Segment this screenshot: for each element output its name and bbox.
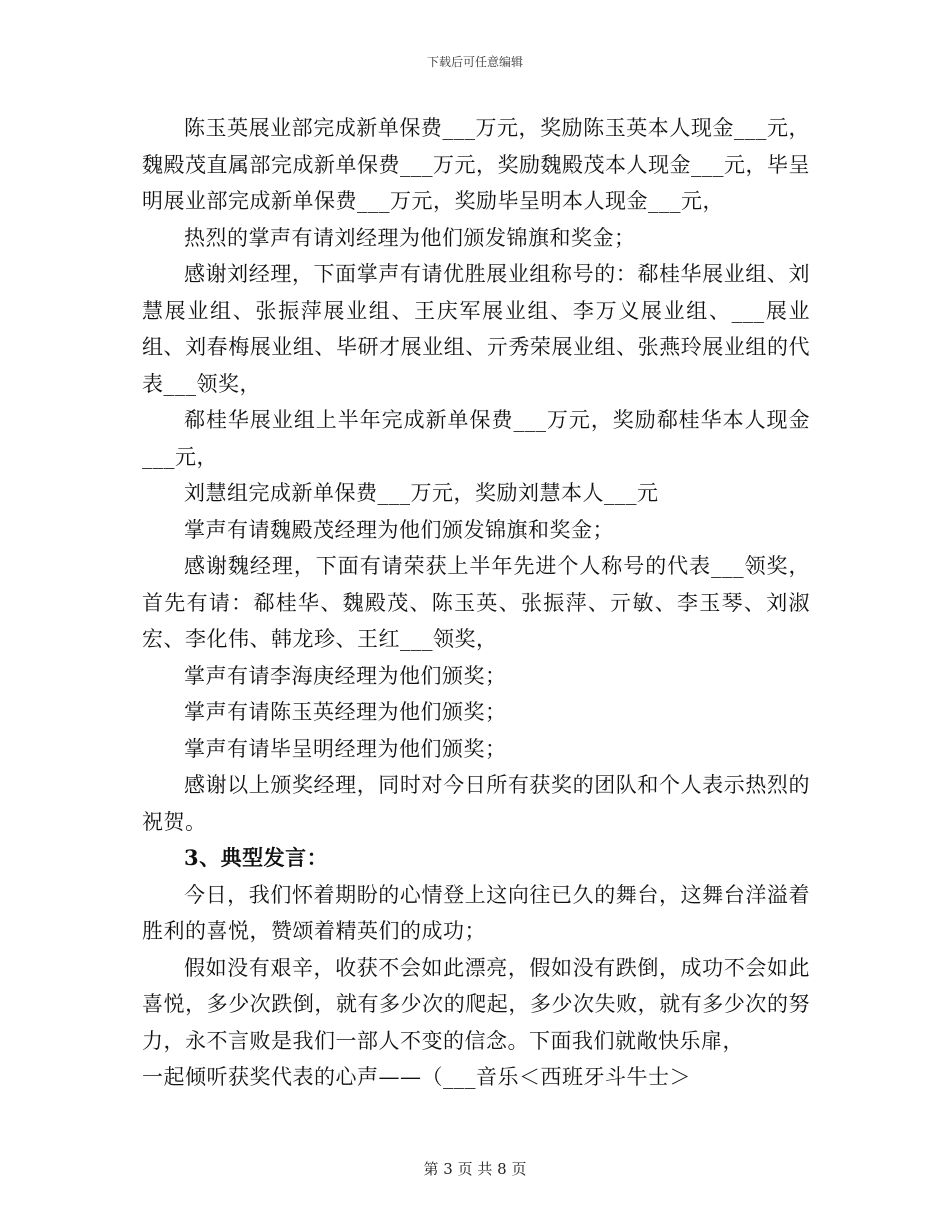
paragraph-speech-3: 一起倾听获奖代表的心声——（___音乐＜西班牙斗牛士＞ bbox=[142, 1065, 691, 1089]
paragraph-applause-wei: 掌声有请魏殿茂经理为他们颁发锦旗和奖金； bbox=[184, 517, 614, 542]
paragraph-team-awards: 感谢刘经理，下面掌声有请优胜展业组称号的：郗桂华展业组、刘慧展业组、张振萍展业组、王庆军展业组、李万义展业组、___展业组、刘春梅展业组、毕研才展业组、亓秀荣展业组、张燕玲展业组的代表___领奖， bbox=[142, 262, 810, 396]
paragraph-speech-1: 今日，我们怀着期盼的心情登上这向往已久的舞台，这舞台洋溢着胜利的喜悦，赞颂着精英们的成功； bbox=[142, 882, 810, 943]
page-header: 下载后可任意编辑 bbox=[426, 55, 523, 69]
paragraph-applause-bi: 掌声有请毕呈明经理为他们颁奖； bbox=[184, 736, 507, 761]
section-heading: 3、典型发言： bbox=[184, 845, 329, 870]
paragraph-xi-guihua: 郗桂华展业组上半年完成新单保费___万元，奖励郗桂华本人现金___元， bbox=[142, 408, 810, 469]
paragraph-speech-2: 假如没有艰辛，收获不会如此漂亮，假如没有跌倒，成功不会如此喜悦，多少次跌倒，就有多少次的爬起，多少次失败，就有多少次的努力，永不言败是我们一部人不变的信念。下面我们就敞快乐扉， bbox=[142, 955, 810, 1053]
paragraph-award-1: 陈玉英展业部完成新单保费___万元，奖励陈玉英本人现金___元，魏殿茂直属部完成新单保费___万元，奖励魏殿茂本人现金___元，毕呈明展业部完成新单保费___万元，奖励毕呈明本人现金___元， bbox=[142, 116, 810, 213]
document-body bbox=[142, 110, 810, 1096]
paragraph-liu-hui: 刘慧组完成新单保费___万元，奖励刘慧本人___元 bbox=[184, 481, 659, 505]
paragraph-thanks: 感谢以上颁奖经理，同时对今日所有获奖的团队和个人表示热烈的祝贺。 bbox=[142, 773, 810, 834]
paragraph-applause-chen: 掌声有请陈玉英经理为他们颁奖； bbox=[184, 700, 507, 724]
page-footer: 第 3 页 共 8 页 bbox=[423, 1160, 527, 1178]
paragraph-applause-li: 掌声有请李海庚经理为他们颁奖； bbox=[184, 663, 507, 688]
paragraph-applause-liu: 热烈的掌声有请刘经理为他们颁发锦旗和奖金； bbox=[184, 225, 636, 250]
paragraph-individual-awards: 感谢魏经理，下面有请荣获上半年先进个人称号的代表___领奖，首先有请：郗桂华、魏殿茂、陈玉英、张振萍、亓敏、李玉琴、刘淑宏、李化伟、韩龙珍、王红___领奖， bbox=[142, 554, 810, 651]
